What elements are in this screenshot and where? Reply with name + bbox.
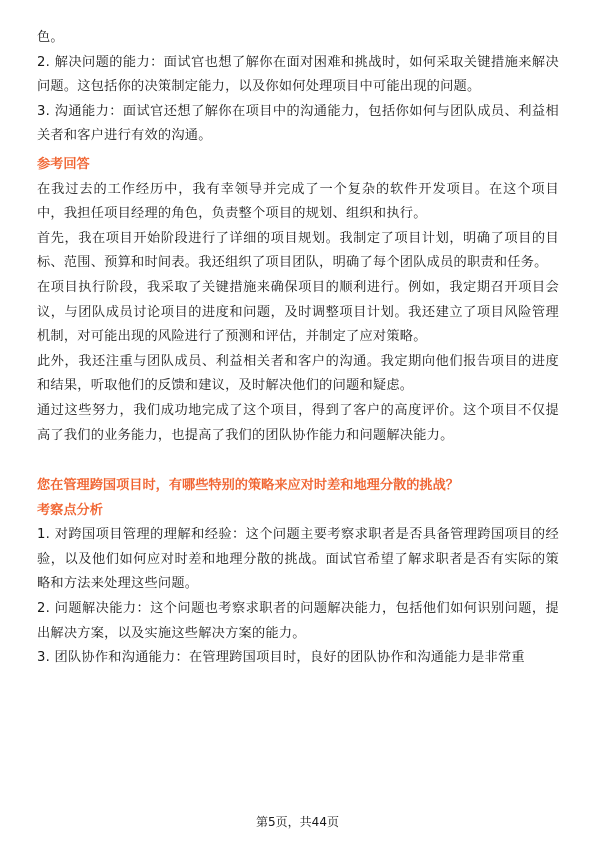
answer-paragraph: 首先，我在项目开始阶段进行了详细的项目规划。我制定了项目计划，明确了项目的目标、范围、预算和时间表。我还组织了项目团队，明确了每个团队成员的职责和任务。 xyxy=(37,230,559,271)
document-body xyxy=(37,26,559,671)
answer-paragraph: 在项目执行阶段，我采取了关键措施来确保项目的顺利进行。例如，我定期召开项目会议，与团队成员讨论项目的进度和问题，及时调整项目计划。我还建立了项目风险管理机制，对可能出现的风险进行了预测和评估，并制定了应对策略。 xyxy=(37,279,559,345)
page-number: 第5页，共44页 xyxy=(256,815,339,829)
section-heading-analysis: 考察点分析 xyxy=(37,502,103,518)
list-item: 3. 团队协作和沟通能力：在管理跨国项目时，良好的团队协作和沟通能力是非常重 xyxy=(37,650,525,666)
list-item: 1. 对跨国项目管理的理解和经验：这个问题主要考察求职者是否具备管理跨国项目的经验，以及他们如何应对时差和地理分散的挑战。面试官希望了解求职者是否有实际的策略和方法来处理这些问题。 xyxy=(37,527,559,592)
list-item: 2. 问题解决能力：这个问题也考察求职者的问题解决能力，包括他们如何识别问题，提出解决方案，以及实施这些解决方案的能力。 xyxy=(37,601,559,641)
list-item: 3. 沟通能力：面试官还想了解你在项目中的沟通能力，包括你如何与团队成员、利益相关者和客户进行有效的沟通。 xyxy=(37,103,559,144)
list-item: 2. 解决问题的能力：面试官也想了解你在面对困难和挑战时，如何采取关键措施来解决问题。这包括你的决策制定能力，以及你如何处理项目中可能出现的问题。 xyxy=(37,54,559,95)
answer-paragraph: 在我过去的工作经历中，我有幸领导并完成了一个复杂的软件开发项目。在这个项目中，我担任项目经理的角色，负责整个项目的规划、组织和执行。 xyxy=(37,181,559,222)
continued-text: 色。 xyxy=(37,30,64,45)
section-heading-reference-answer: 参考回答 xyxy=(37,156,90,172)
question-heading: 您在管理跨国项目时，有哪些特别的策略来应对时差和地理分散的挑战？ xyxy=(37,478,459,494)
answer-paragraph: 此外，我还注重与团队成员、利益相关者和客户的沟通。我定期向他们报告项目的进度和结果，听取他们的反馈和建议，及时解决他们的问题和疑虑。 xyxy=(37,353,559,394)
answer-paragraph: 通过这些努力，我们成功地完成了这个项目，得到了客户的高度评价。这个项目不仅提高了我们的业务能力，也提高了我们的团队协作能力和问题解决能力。 xyxy=(37,402,559,443)
